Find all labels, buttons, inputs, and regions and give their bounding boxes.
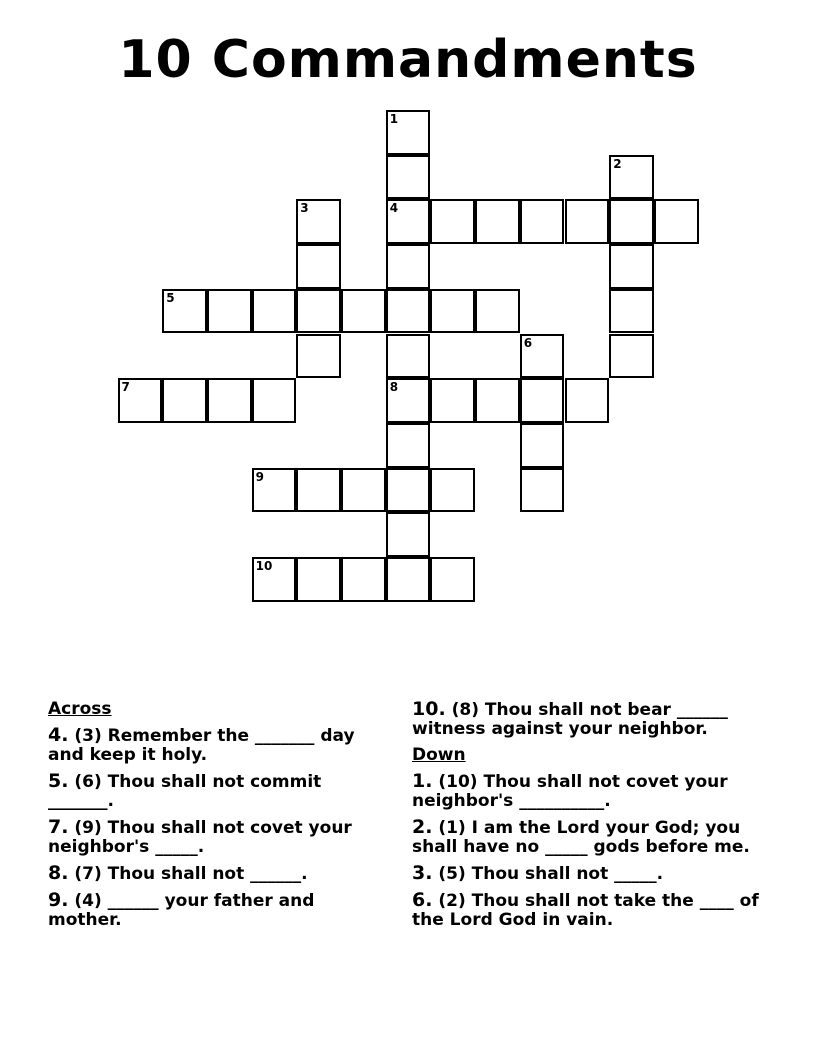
clue-down-3: 3. (5) Thou shall not _____. xyxy=(412,862,664,884)
grid-cell[interactable] xyxy=(430,199,475,244)
clue-across-7: 7. (9) Thou shall not covet your neighbor's _____. xyxy=(48,816,352,857)
clue-number: 7 xyxy=(121,380,130,395)
clue-number: 8 xyxy=(389,380,399,395)
grid-cell[interactable] xyxy=(162,378,207,423)
grid-cell[interactable] xyxy=(565,199,610,244)
grid-cell[interactable] xyxy=(475,199,520,244)
clue-number: 6 xyxy=(523,335,533,350)
grid-cell[interactable] xyxy=(609,334,654,379)
grid-cell[interactable] xyxy=(341,289,386,334)
grid-cell[interactable] xyxy=(296,289,341,334)
grid-cell[interactable] xyxy=(162,289,207,334)
grid-cell[interactable] xyxy=(252,378,297,423)
grid-cell[interactable] xyxy=(430,289,475,334)
clue-number: 4 xyxy=(389,201,399,216)
clue-across-10: 10. (8) Thou shall not bear ______ witness against your neighbor. xyxy=(412,698,728,739)
grid-cell[interactable] xyxy=(475,378,520,423)
grid-cell[interactable] xyxy=(430,378,475,423)
grid-cell[interactable] xyxy=(609,155,654,200)
grid-cell[interactable] xyxy=(386,110,431,155)
grid-cell[interactable] xyxy=(296,334,341,379)
grid-cell[interactable] xyxy=(386,244,431,289)
grid-cell[interactable] xyxy=(118,378,163,423)
grid-cell[interactable] xyxy=(386,423,431,468)
grid-cell[interactable] xyxy=(386,289,431,334)
grid-cell[interactable] xyxy=(520,378,565,423)
clues-right-column xyxy=(412,700,772,937)
grid-cell[interactable] xyxy=(475,289,520,334)
clue-across-8: 8. (7) Thou shall not ______. xyxy=(48,862,308,884)
clue-number: 3 xyxy=(300,201,309,216)
grid-cell[interactable] xyxy=(609,289,654,334)
grid-cell[interactable] xyxy=(252,289,297,334)
clue-across-4: 4. (3) Remember the _______ day and keep it holy. xyxy=(48,724,355,765)
grid-cell[interactable] xyxy=(207,378,252,423)
grid-cell[interactable] xyxy=(609,199,654,244)
grid-cell[interactable] xyxy=(296,199,341,244)
grid-cell[interactable] xyxy=(609,244,654,289)
grid-cell[interactable] xyxy=(386,512,431,557)
clue-across-5: 5. (6) Thou shall not commit _______. xyxy=(48,770,322,811)
clue-down-6: 6. (2) Thou shall not take the ____ of the Lord God in vain. xyxy=(412,889,759,930)
grid-cell[interactable] xyxy=(386,155,431,200)
clue-number: 10 xyxy=(255,559,273,573)
grid-cell[interactable] xyxy=(654,199,699,244)
clue-number: 2 xyxy=(613,156,622,171)
grid-cell[interactable] xyxy=(565,378,610,423)
grid-cell[interactable] xyxy=(341,468,386,513)
grid-cell[interactable] xyxy=(252,557,297,602)
grid-cell[interactable] xyxy=(386,199,431,244)
down-heading: Down xyxy=(412,745,466,765)
grid-cell[interactable] xyxy=(296,468,341,513)
clue-down-2: 2. (1) I am the Lord your God; you shall have no _____ gods before me. xyxy=(412,816,750,857)
grid-cell[interactable] xyxy=(430,557,475,602)
grid-cell[interactable] xyxy=(520,199,565,244)
grid-cell[interactable] xyxy=(430,468,475,513)
grid-cell[interactable] xyxy=(207,289,252,334)
grid-cell[interactable] xyxy=(386,334,431,379)
clue-across-9: 9. (4) ______ your father and mother. xyxy=(48,889,315,930)
clue-number: 9 xyxy=(255,469,264,484)
grid-cell[interactable] xyxy=(341,557,386,602)
grid-cell[interactable] xyxy=(386,468,431,513)
grid-cell[interactable] xyxy=(386,557,431,602)
grid-cell[interactable] xyxy=(296,244,341,289)
grid-cell[interactable] xyxy=(520,334,565,379)
grid-cell[interactable] xyxy=(296,557,341,602)
grid-cell[interactable] xyxy=(520,423,565,468)
grid-cell[interactable] xyxy=(520,468,565,513)
grid-cell[interactable] xyxy=(252,468,297,513)
grid-cell[interactable] xyxy=(386,378,431,423)
page-title: 10 Commandments xyxy=(118,30,698,90)
clues-left-column xyxy=(48,700,388,937)
clue-number: 5 xyxy=(166,290,175,305)
across-heading: Across xyxy=(48,699,112,719)
clue-down-1: 1. (10) Thou shall not covet your neighbor's __________. xyxy=(412,770,728,811)
clue-number: 1 xyxy=(389,112,399,126)
